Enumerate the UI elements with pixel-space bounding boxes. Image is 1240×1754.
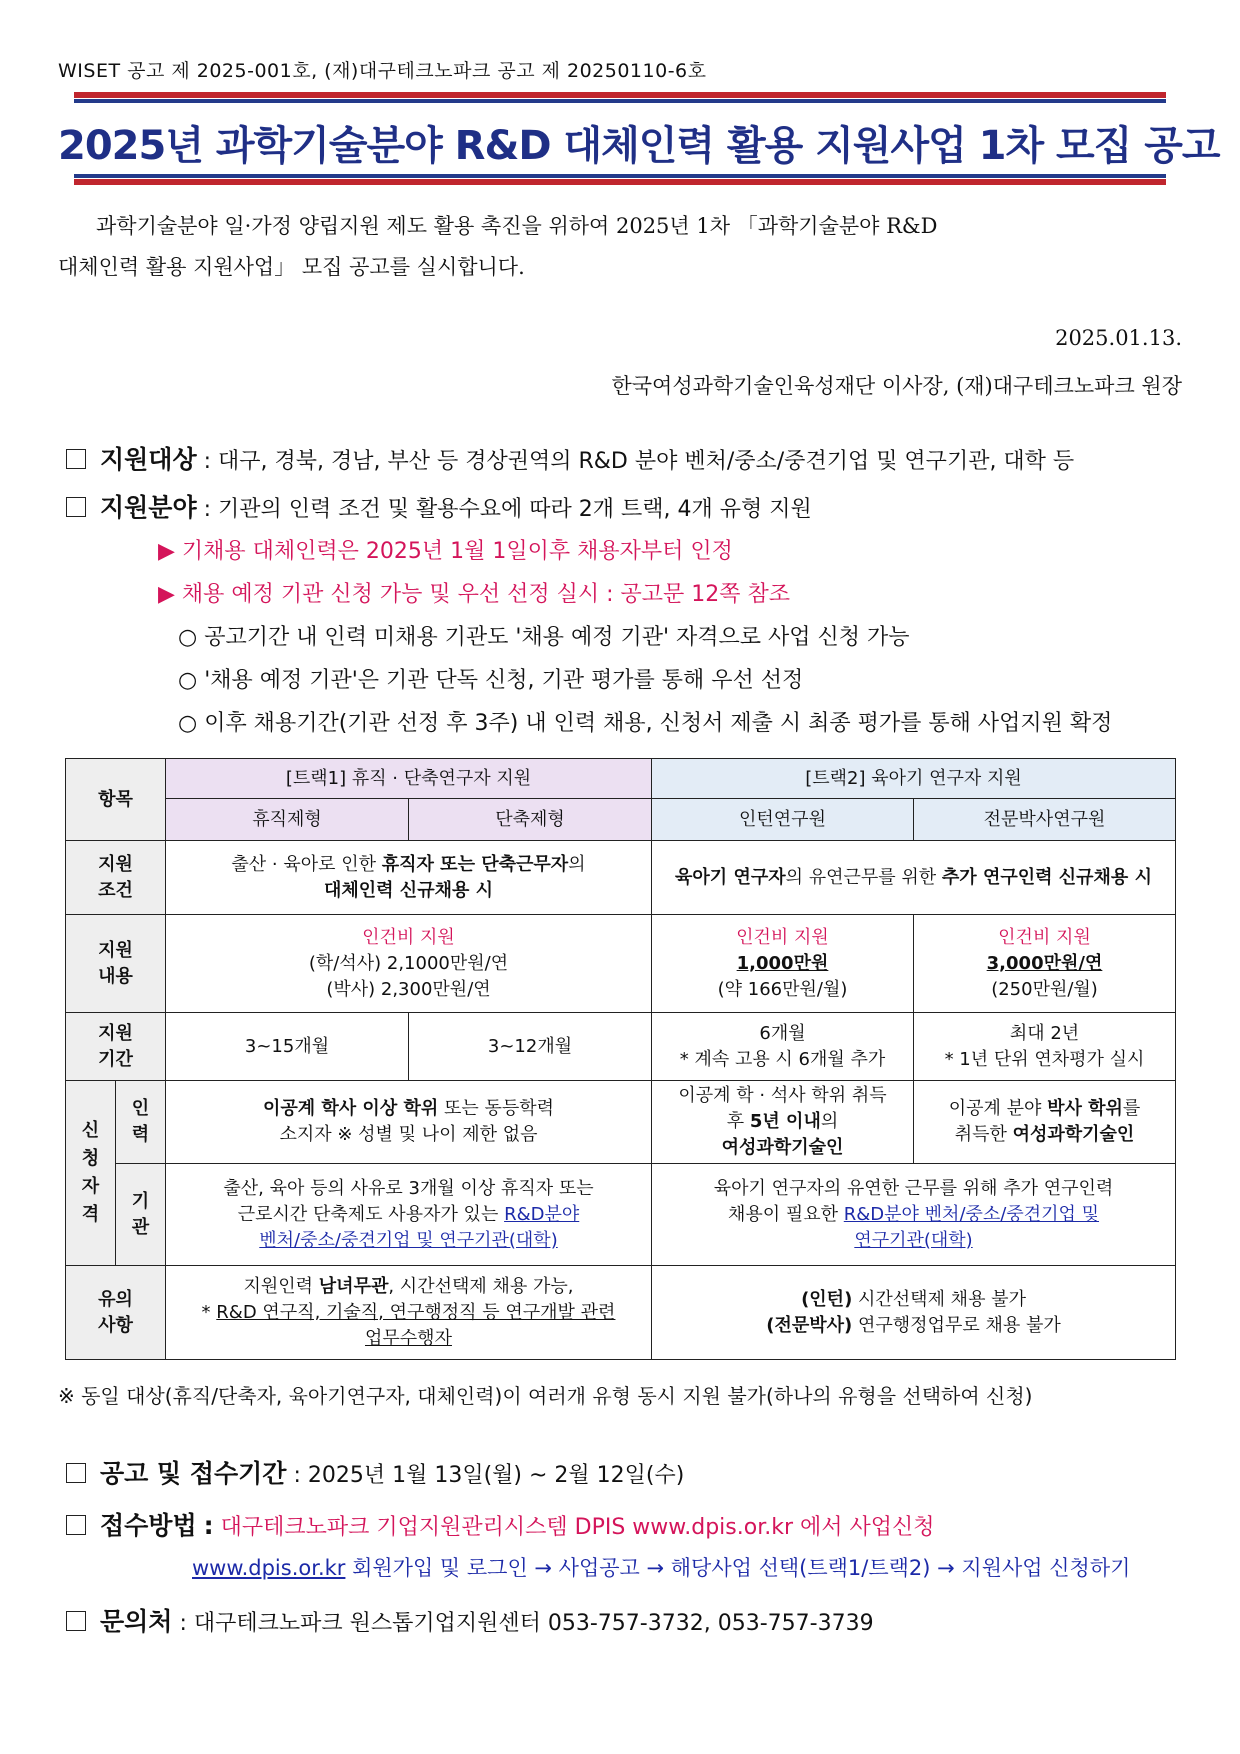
content-track1 xyxy=(166,915,652,1013)
section-period xyxy=(66,1454,684,1490)
text: 벤처/중소/중견기업 및 연구기관(대학) xyxy=(259,1229,558,1251)
announcement-date: 2025.01.13. xyxy=(1055,326,1182,350)
text: R&D분야 벤처/중소/중견기업 및 xyxy=(843,1203,1100,1225)
issuer: 한국여성과학기술인육성재단 이사장, (재)대구테크노파크 원장 xyxy=(611,374,1182,398)
section-text: : 대구, 경북, 경남, 부산 등 경상권역의 R&D 분야 벤처/중소/중견기업 및 연구기관, 대학 등 xyxy=(203,449,1075,474)
type-short: 단축제형 xyxy=(409,799,652,841)
labor-cost-label: 인건비 지원 xyxy=(998,926,1091,948)
footnote: ※ 동일 대상(휴직/단축자, 육아기연구자, 대체인력)이 여러개 유형 동시 지원 불가(하나의 유형을 선택하여 신청) xyxy=(58,1384,1033,1408)
text: 취득한 xyxy=(954,1124,1013,1145)
checkbox-icon xyxy=(66,1611,86,1631)
announcement-reference: WISET 공고 제 2025-001호, (재)대구테크노파크 공고 제 20250110-6호 xyxy=(58,60,707,82)
section-label: 지원대상 xyxy=(100,445,197,474)
table-row xyxy=(66,915,1176,1013)
period-intern xyxy=(652,1013,914,1081)
checkbox-icon xyxy=(66,1463,86,1483)
text: 의 xyxy=(568,853,586,875)
period-leave: 3~15개월 xyxy=(166,1013,409,1081)
section-contact xyxy=(66,1602,874,1638)
text: 육아기 연구자 xyxy=(675,866,786,888)
steps-text: 회원가입 및 로그인 → 사업공고 → 해당사업 선택(트랙1/트랙2) → 지원사업 신청하기 xyxy=(345,1556,1131,1580)
text: 6개월 xyxy=(759,1022,806,1044)
notes-track2 xyxy=(652,1266,1176,1360)
row-notes: 유의 사항 xyxy=(66,1266,166,1360)
header-track1: [트랙1] 휴직 · 단축연구자 지원 xyxy=(166,759,652,799)
type-leave: 휴직제형 xyxy=(166,799,409,841)
section-text: : 기관의 인력 조건 및 활용수요에 따라 2개 트랙, 4개 유형 지원 xyxy=(203,497,812,522)
title-top-rule-red xyxy=(74,92,1166,98)
table-row xyxy=(66,759,1176,799)
bullet-3: ○ 이후 채용기간(기관 선정 후 3주) 내 인력 채용, 신청서 제출 시 최종 평가를 통해 사업지원 확정 xyxy=(178,711,1113,736)
table-row xyxy=(66,799,1176,841)
section-field xyxy=(66,488,812,524)
inst-track1 xyxy=(166,1164,652,1266)
text: 업무수행자 xyxy=(365,1327,452,1349)
notes-track1 xyxy=(166,1266,652,1360)
text: 추가 연구인력 신규채용 시 xyxy=(941,866,1152,888)
support-table xyxy=(65,758,1176,1360)
title-top-rule-blue xyxy=(74,99,1166,103)
text: 이공계 학사 이상 학위 xyxy=(262,1098,439,1119)
pers-postdoc xyxy=(914,1081,1176,1164)
row-qualification: 신 청 자 격 xyxy=(66,1081,116,1266)
text: 의 xyxy=(820,1111,839,1132)
text: 를 xyxy=(1122,1098,1141,1119)
section-colon: : xyxy=(203,1511,214,1540)
text: 연구행정업무로 채용 불가 xyxy=(852,1314,1061,1336)
text: 이공계 학 · 석사 학위 취득 xyxy=(678,1085,887,1106)
text: (전문박사) xyxy=(766,1314,853,1336)
text: 후 xyxy=(726,1111,750,1132)
sub-personnel: 인 력 xyxy=(116,1081,166,1164)
text: 의 유연근무를 위한 xyxy=(785,866,942,888)
cond-track2 xyxy=(652,841,1176,915)
text: 시간선택제 채용 불가 xyxy=(852,1288,1026,1310)
sub-institution: 기 관 xyxy=(116,1164,166,1266)
text: * xyxy=(201,1301,217,1323)
text: 근로시간 단축제도 사용자가 있는 xyxy=(237,1203,505,1225)
text: 대체인력 신규채용 시 xyxy=(323,879,494,901)
checkbox-icon xyxy=(66,1515,86,1535)
text: 휴직자 또는 단축근무자 xyxy=(381,853,569,875)
table-row xyxy=(66,1266,1176,1360)
intro-paragraph xyxy=(58,206,1182,288)
period-short: 3~12개월 xyxy=(409,1013,652,1081)
text: (약 166만원/월) xyxy=(717,978,848,1000)
header-item: 항목 xyxy=(66,759,166,841)
section-target xyxy=(66,440,1074,476)
section-label: 접수방법 xyxy=(100,1511,197,1540)
table-row xyxy=(66,1081,1176,1164)
section-method xyxy=(66,1506,935,1542)
text: 지원인력 xyxy=(243,1275,319,1297)
section-text: 대구테크노파크 기업지원관리시스템 DPIS www.dpis.or.kr 에서 사업신청 xyxy=(220,1515,935,1540)
content-postdoc xyxy=(914,915,1176,1013)
table-row xyxy=(66,1013,1176,1081)
type-intern: 인턴연구원 xyxy=(652,799,914,841)
inst-track2 xyxy=(652,1164,1176,1266)
row-period: 지원 기간 xyxy=(66,1013,166,1081)
text: 최대 2년 xyxy=(1009,1022,1080,1044)
text: 채용이 필요한 xyxy=(727,1203,844,1225)
text: (인턴) xyxy=(801,1288,853,1310)
text: 여성과학기술인 xyxy=(1012,1124,1135,1145)
text: 소지자 ※ 성별 및 나이 제한 없음 xyxy=(279,1124,538,1145)
text: 이공계 분야 xyxy=(948,1098,1048,1119)
text: 1,000만원 xyxy=(736,952,829,974)
pers-track1 xyxy=(166,1081,652,1164)
text: 연구기관(대학) xyxy=(854,1229,973,1251)
intro-line-1: 과학기술분야 일·가정 양립지원 제도 활용 촉진을 위하여 2025년 1차 「과학기술분야 R&D xyxy=(96,214,938,238)
page-title: 2025년 과학기술분야 R&D 대체인력 활용 지원사업 1차 모집 공고 xyxy=(58,123,1220,169)
text: 또는 동등학력 xyxy=(438,1098,555,1119)
text: 박사 학위 xyxy=(1047,1098,1123,1119)
header-track2: [트랙2] 육아기 연구자 지원 xyxy=(652,759,1176,799)
title-bottom-rule-red xyxy=(74,179,1166,185)
text: (박사) 2,300만원/연 xyxy=(326,978,491,1000)
intro-line-2: 대체인력 활용 지원사업」 모집 공고를 실시합니다. xyxy=(58,255,525,279)
row-condition: 지원 조건 xyxy=(66,841,166,915)
title-bottom-rule-blue xyxy=(74,174,1166,178)
section-label: 문의처 xyxy=(100,1607,173,1636)
table-row xyxy=(66,841,1176,915)
bullet-2: ○ '채용 예정 기관'은 기관 단독 신청, 기관 평가를 통해 우선 선정 xyxy=(178,668,804,693)
text: 5년 이내 xyxy=(749,1111,821,1132)
section-label: 지원분야 xyxy=(100,493,197,522)
application-steps xyxy=(192,1552,1130,1582)
dpis-link[interactable]: www.dpis.or.kr xyxy=(192,1556,346,1580)
checkbox-icon xyxy=(66,449,86,469)
table-row xyxy=(66,1164,1176,1266)
section-label: 공고 및 접수기간 xyxy=(100,1459,287,1488)
labor-cost-label: 인건비 지원 xyxy=(362,926,455,948)
text: * 계속 고용 시 6개월 추가 xyxy=(679,1048,886,1070)
text: , 시간선택제 채용 가능, xyxy=(388,1275,574,1297)
text: 출산 · 육아로 인한 xyxy=(231,853,382,875)
text: (학/석사) 2,1000만원/연 xyxy=(308,952,509,974)
highlight-2: ▶ 채용 예정 기관 신청 가능 및 우선 선정 실시 : 공고문 12쪽 참조 xyxy=(158,582,791,607)
cond-track1 xyxy=(166,841,652,915)
text: R&D 연구직, 기술직, 연구행정직 등 연구개발 관련 xyxy=(216,1301,616,1323)
text: 출산, 육아 등의 사유로 3개월 이상 휴직자 또는 xyxy=(223,1177,594,1199)
text: 남녀무관 xyxy=(318,1275,389,1297)
section-text: : 대구테크노파크 원스톱기업지원센터 053-757-3732, 053-757-3739 xyxy=(179,1611,874,1636)
row-content: 지원 내용 xyxy=(66,915,166,1013)
highlight-1: ▶ 기채용 대체인력은 2025년 1월 1일이후 채용자부터 인정 xyxy=(158,539,733,564)
text: (250만원/월) xyxy=(991,978,1098,1000)
period-postdoc xyxy=(914,1013,1176,1081)
content-intern xyxy=(652,915,914,1013)
labor-cost-label: 인건비 지원 xyxy=(736,926,829,948)
checkbox-icon xyxy=(66,497,86,517)
type-postdoc: 전문박사연구원 xyxy=(914,799,1176,841)
text: 3,000만원/연 xyxy=(986,952,1103,974)
bullet-1: ○ 공고기간 내 인력 미채용 기관도 '채용 예정 기관' 자격으로 사업 신청 가능 xyxy=(178,625,910,650)
text: R&D분야 xyxy=(504,1203,580,1225)
text: 육아기 연구자의 유연한 근무를 위해 추가 연구인력 xyxy=(713,1177,1114,1199)
text: 여성과학기술인 xyxy=(721,1137,844,1158)
pers-intern xyxy=(652,1081,914,1164)
text: * 1년 단위 연차평가 실시 xyxy=(944,1048,1145,1070)
section-text: : 2025년 1월 13일(월) ~ 2월 12일(수) xyxy=(293,1463,685,1488)
